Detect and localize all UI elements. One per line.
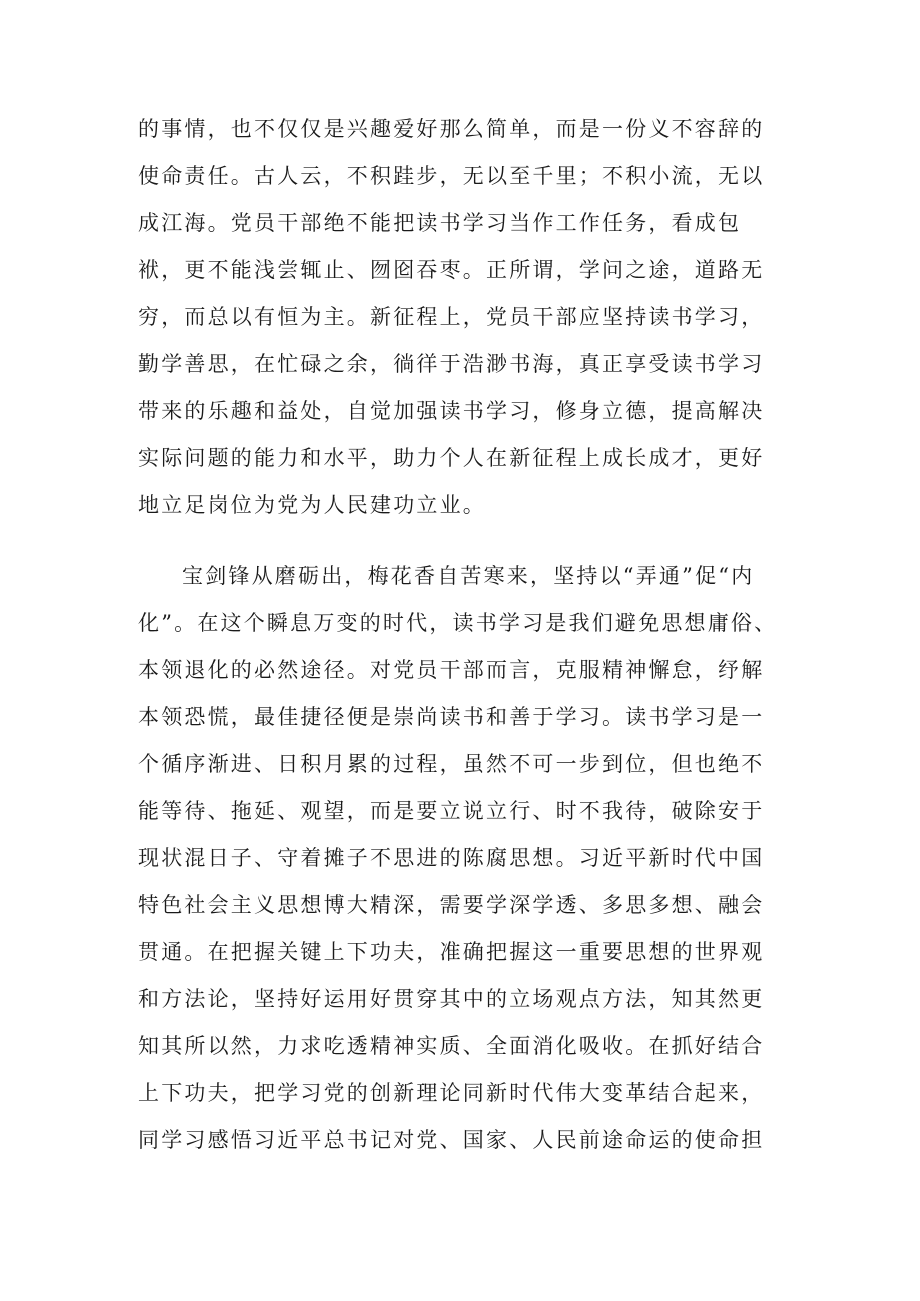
paragraph-1 [138, 106, 788, 529]
paragraph-line: 本领恐慌，最佳捷径便是崇尚读书和善于学习。读书学习是一 [138, 705, 765, 729]
paragraph-2 [138, 553, 788, 1164]
paragraph-line: 穷，而总以有恒为主。新征程上，党员干部应坚持读书学习， [138, 305, 765, 329]
paragraph-line: 现状混日子、守着摊子不思进的陈腐思想。习近平新时代中国 [138, 846, 765, 870]
paragraph-line: 化”。在这个瞬息万变的时代，读书学习是我们避免思想庸俗、 [138, 611, 778, 635]
paragraph-line: 宝剑锋从磨砺出，梅花香自苦寒来，坚持以“弄通”促“内 [182, 564, 755, 588]
paragraph-line: 地立足岗位为党为人民建功立业。 [138, 493, 486, 517]
paragraph-line: 同学习感悟习近平总书记对党、国家、人民前途命运的使命担 [138, 1128, 765, 1152]
paragraph-line: 使命责任。古人云，不积跬步，无以至千里；不积小流，无以 [138, 164, 765, 188]
paragraph-line: 勤学善思，在忙碌之余，徜徉于浩渺书海，真正享受读书学习 [138, 352, 765, 376]
paragraph-line: 带来的乐趣和益处，自觉加强读书学习，修身立德，提高解决 [138, 399, 765, 423]
paragraph-line: 贯通。在把握关键上下功夫，准确把握这一重要思想的世界观 [138, 940, 765, 964]
paragraph-line: 知其所以然，力求吃透精神实质、全面消化吸收。在抓好结合 [138, 1034, 765, 1058]
paragraph-line: 袱，更不能浅尝辄止、囫囵吞枣。正所谓，学问之途，道路无 [138, 258, 765, 282]
paragraph-line: 的事情，也不仅仅是兴趣爱好那么简单，而是一份义不容辞的 [138, 117, 765, 141]
paragraph-line: 上下功夫，把学习党的创新理论同新时代伟大变革结合起来， [138, 1081, 765, 1105]
paragraph-line: 成江海。党员干部绝不能把读书学习当作工作任务，看成包 [138, 211, 742, 235]
paragraph-line: 和方法论，坚持好运用好贯穿其中的立场观点方法，知其然更 [138, 987, 765, 1011]
paragraph-line: 能等待、拖延、观望，而是要立说立行、时不我待，破除安于 [138, 799, 765, 823]
paragraph-line: 本领退化的必然途径。对党员干部而言，克服精神懈怠，纾解 [138, 658, 765, 682]
paragraph-line: 实际问题的能力和水平，助力个人在新征程上成长成才，更好 [138, 446, 765, 470]
paragraph-line: 个循序渐进、日积月累的过程，虽然不可一步到位，但也绝不 [138, 752, 765, 776]
paragraph-line: 特色社会主义思想博大精深，需要学深学透、多思多想、融会 [138, 893, 765, 917]
